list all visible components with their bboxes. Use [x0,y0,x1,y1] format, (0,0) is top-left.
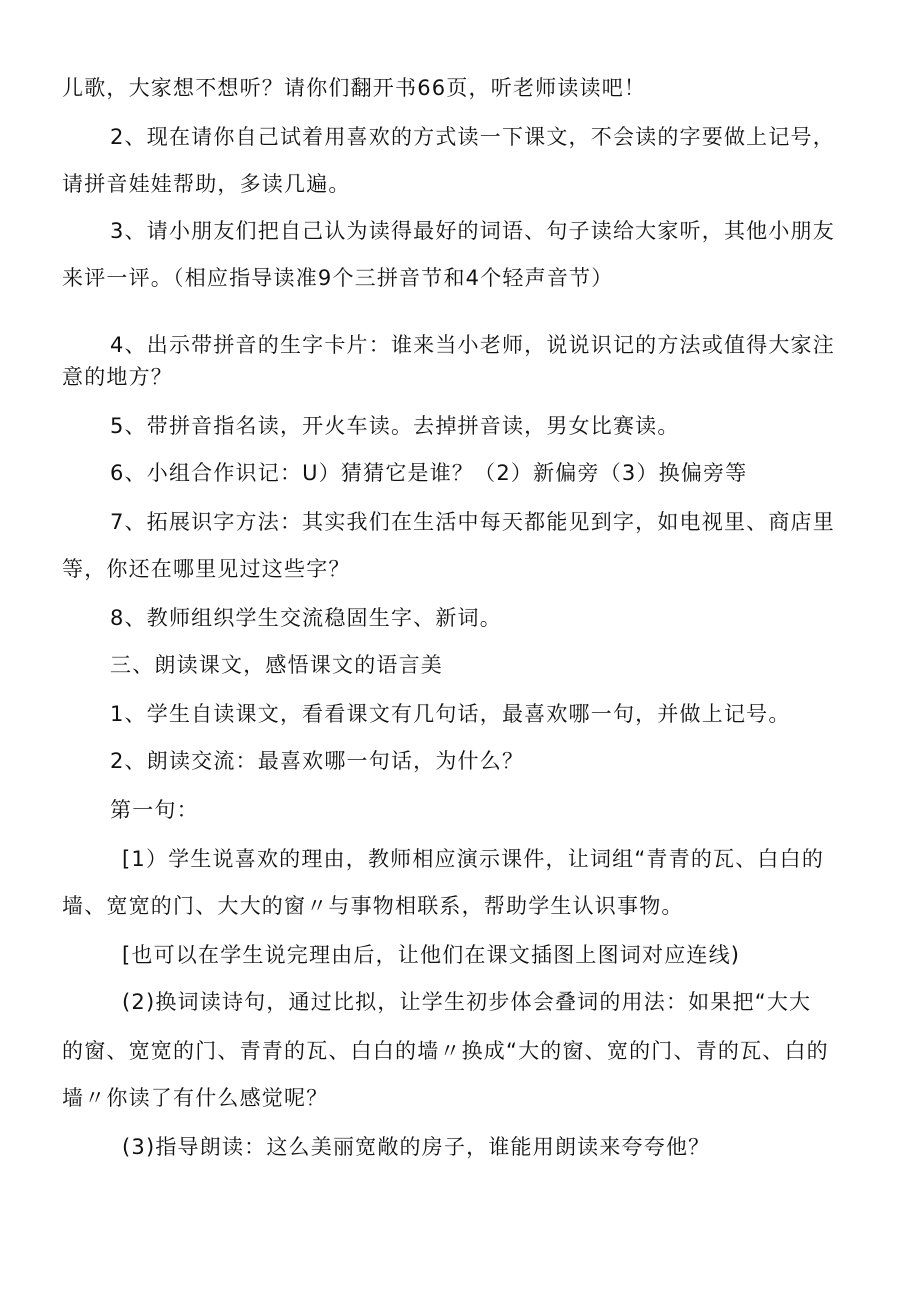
line-text: 墙〃你读了有什么感觉呢？ [62,1086,329,1110]
line-text: (2)换词读诗句，通过比拟，让学生初步体会叠词的用法：如果把“大大 [122,990,812,1014]
line-text: 6、小组合作识记：U）猜猜它是谁？（2）新偏旁（3）换偏旁等 [110,461,748,485]
line-text: 8、教师组织学生交流稳固生字、新词。 [110,606,502,630]
line-text: [1）学生说喜欢的理由，教师相应演示课件，让词组“青青的瓦、白白的 [122,847,825,871]
line-text: 的窗、宽宽的门、青青的瓦、白白的墙〃换成“大的窗、宽的门、青的瓦、白的 [62,1039,829,1063]
line-text: 4、出示带拼音的生字卡片：谁来当小老师，说说识记的方法或值得大家注 [110,333,835,357]
line-text: 5、带拼音指名读，开火车读。去掉拼音读，男女比赛读。 [110,414,680,438]
heading-text: 三、朗读课文，感悟课文的语言美 [110,653,443,677]
line-text: 请拼音娃娃帮助，多读几遍。 [62,172,351,196]
line-text: 儿歌，大家想不想听？请你们翻开书66页，听老师读读吧！ [62,76,647,100]
line-text: 来评一评。（相应指导读准9个三拼音节和4个轻声音节） [62,266,614,290]
line-text: 意的地方？ [62,365,173,389]
line-text: [也可以在学生说完理由后，让他们在课文插图上图词对应连线) [122,943,741,967]
line-text: 3、请小朋友们把自己认为读得最好的词语、句子读给大家听，其他小朋友 [110,219,835,243]
line-text: 墙、宽宽的门、大大的窗〃与事物相联系，帮助学生认识事物。 [62,894,684,918]
line-text: 1、学生自读课文，看看课文有几句话，最喜欢哪一句，并做上记号。 [110,702,791,726]
line-text: 等，你还在哪里见过这些字？ [62,557,351,581]
line-text: (3)指导朗读：这么美丽宽敞的房子，谁能用朗读来夸夸他？ [122,1135,711,1159]
line-text: 2、朗读交流：最喜欢哪一句话，为什么？ [110,749,525,773]
line-text: 7、拓展识字方法：其实我们在生活中每天都能见到字，如电视里、商店里 [110,510,835,534]
line-text: 2、现在请你自己试着用喜欢的方式读一下课文，不会读的字要做上记号， [110,125,835,149]
line-text: 第一句： [110,798,199,822]
